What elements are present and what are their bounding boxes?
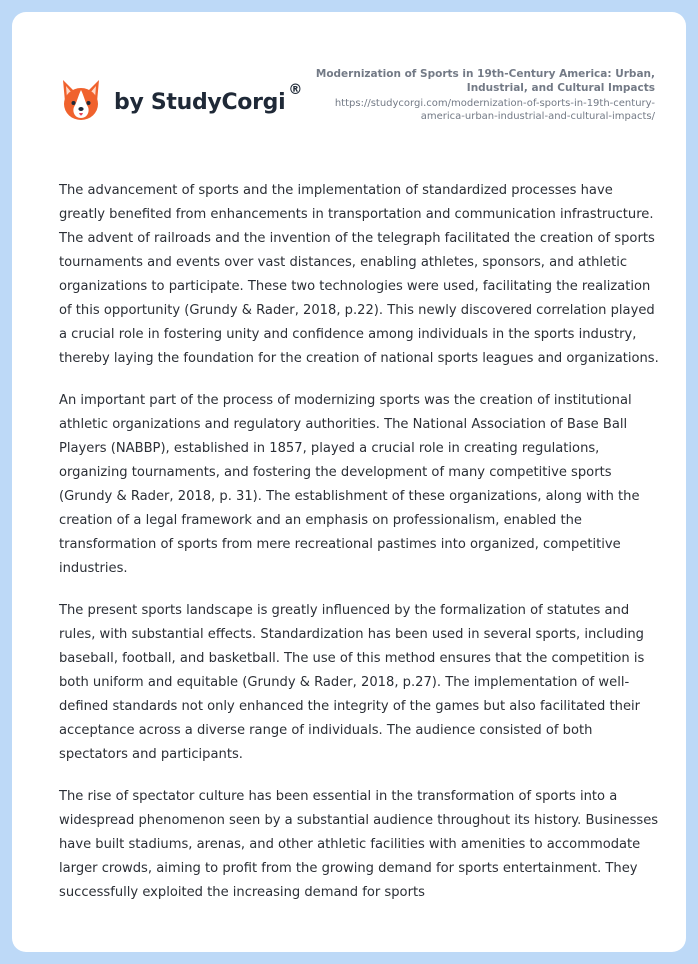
paragraph: The present sports landscape is greatly influenced by the formalization of statutes and rules, with substantial effects. Standardization has been used in several sports, including baseball, football, and basketball. The use of this method ensures that the competition is both uniform and equitable (Grundy & Rader, 2018, p.27). The implementation of well-defined standards not only enhanced the integrity of the games but also facilitated their acceptance across a diverse range of individuals. The audience consisted of both spectators and participants. [59,603,645,762]
paragraph: The advancement of sports and the implementation of standardized processes have greatly benefited from enhancements in transportation and communication infrastructure. The advent of railroads and the invention of the telegraph facilitated the creation of sports tournaments and events over vast distances, enabling athletes, sponsors, and athletic organizations to participate. These two technologies were used, facilitating the realization of this opportunity (Grundy & Rader, 2018, p.22). This newly discovered correlation played a crucial role in fostering unity and confidence among individuals in the sports industry, thereby laying the foundation for the creation of national sports leagues and organizations. [59,183,659,366]
document-page [12,12,686,952]
brand-name: by StudyCorgi [114,89,286,115]
studycorgi-logo[interactable] [60,76,302,124]
corgi-logo-icon [60,76,102,124]
document-url[interactable]: https://studycorgi.com/modernization-of-sports-in-19th-century-america-urban-industrial-and-cultural-impacts/ [334,98,655,122]
registered-mark: ® [288,82,303,98]
paragraph: An important part of the process of modernizing sports was the creation of institutional athletic organizations and regulatory authorities. The National Association of Base Ball Players (NABBP), established in 1857, played a crucial role in creating regulations, organizing tournaments, and fostering the development of many competitive sports (Grundy & Rader, 2018, p. 31). The establishment of these organizations, along with the creation of a legal framework and an emphasis on professionalism, enabled the transformation of sports from mere recreational pastimes into organized, competitive industries. [59,393,640,576]
paragraph: The rise of spectator culture has been essential in the transformation of sports into a widespread phenomenon seen by a substantial audience throughout its history. Businesses have built stadiums, arenas, and other athletic facilities with amenities to accommodate larger crowds, aiming to profit from the growing demand for sports entertainment. They successfully exploited the increasing demand for sports [59,789,659,900]
document-meta [295,67,655,123]
essay-body [59,179,659,923]
document-title: Modernization of Sports in 19th-Century America: Urban, Industrial, and Cultural Impacts [315,68,655,94]
